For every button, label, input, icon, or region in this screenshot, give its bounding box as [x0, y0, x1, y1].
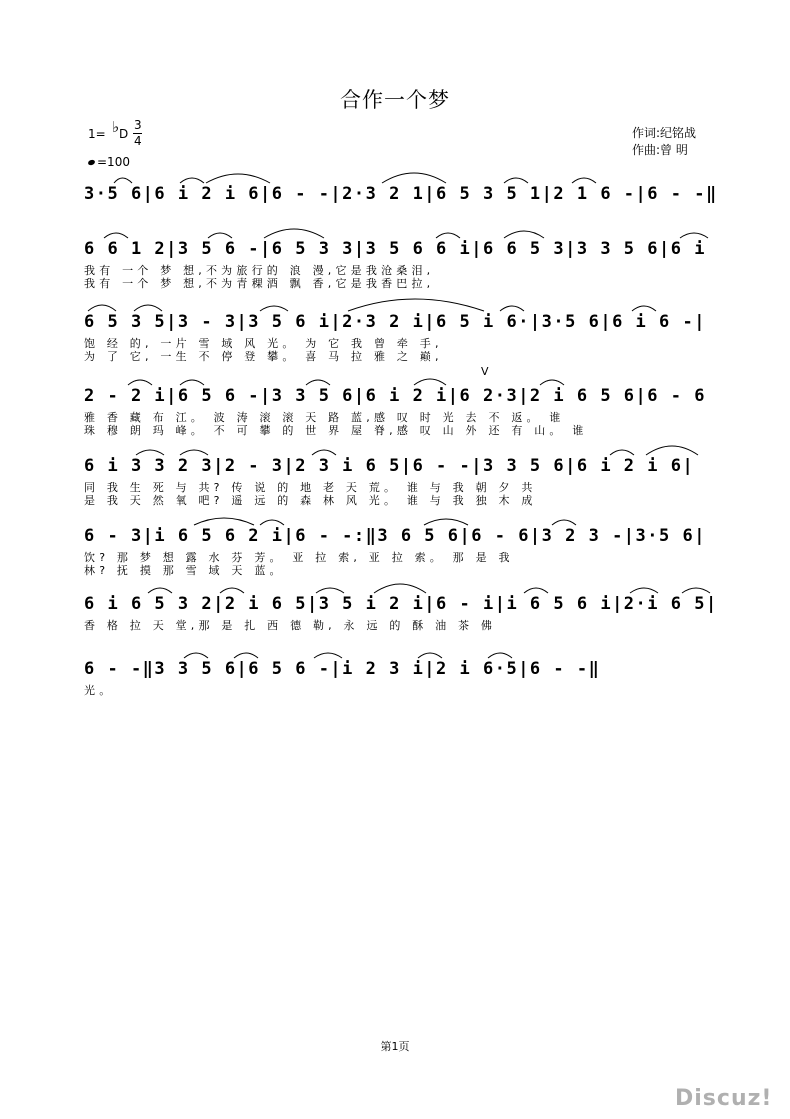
song-title: 合作一个梦	[340, 88, 450, 112]
tempo-value: =100	[97, 155, 130, 169]
notation-line: 6 - 3|i 6 5 6 2 i|6 - -:‖3 6 5 6|6 - 6|3 2 3 -|3·5 6|	[84, 526, 706, 546]
score-row-6	[84, 525, 734, 581]
notation-line: 6 5 3 5|3 - 3|3 5 6 i|2·3 2 i|6 5 i 6·|3·5 6|6 i 6 -|	[84, 312, 706, 332]
composer-credit: 作曲:曾 明	[632, 143, 688, 157]
time-signature-unit: 4	[134, 134, 142, 148]
notation-line: 6 i 6 5 3 2|2 i 6 5|3 5 i 2 i|6 - i|i 6 5 6 i|2·i 6 5|	[84, 594, 718, 614]
flat-icon: ♭	[112, 118, 120, 136]
note-head-icon	[87, 159, 95, 166]
key-prefix: 1=	[88, 127, 106, 141]
lyrics-verse-1: 我有 一个 梦 想,不为旅行的 浪 漫,它是我沧桑泪,	[84, 264, 435, 277]
time-signature-beats: 3	[134, 118, 142, 132]
notation-line: 6 6 1 2|3 5 6 -|6 5 3 3|3 5 6 6 i|6 6 5 3|3 3 5 6|6 i	[84, 239, 706, 259]
lyrics-verse-2: 为 了 它, 一生 不 停 登 攀。 喜 马 拉 雅 之 巅,	[84, 350, 443, 363]
score-row-7	[84, 593, 734, 649]
lyrics-verse-2: 是 我 天 然 氧 吧? 遥 远 的 森 林 风 光。 谁 与 我 独 木 成	[84, 494, 537, 507]
lyrics-verse-1: 饱 经 的, 一片 雪 域 风 光。 为 它 我 曾 牵 手,	[84, 337, 443, 350]
score-row-2	[84, 238, 734, 294]
credits	[632, 125, 696, 159]
lyrics-verse-1: 光。	[84, 684, 115, 697]
lyrics-verse-1: 饮? 那 梦 想 露 水 芬 芳。 亚 拉 索, 亚 拉 索。 那 是 我	[84, 551, 514, 564]
lyrics-verse-1: 同 我 生 死 与 共? 传 说 的 地 老 天 荒。 谁 与 我 朝 夕 共	[84, 481, 537, 494]
breath-mark: V	[481, 365, 489, 378]
lyrics-verse-2: 珠 穆 朗 玛 峰。 不 可 攀 的 世 界 屋 脊,感 叹 山 外 还 有 山。 谁	[84, 424, 588, 437]
score-row-8	[84, 658, 734, 714]
lyricist-credit: 作词:纪铭战	[632, 126, 697, 140]
notation-line: 3·5 6|6 i 2 i 6|6 - -|2·3 2 1|6 5 3 5 1|2 1 6 -|6 - -‖	[84, 184, 718, 204]
notation-line: 2 - 2 i|6 5 6 -|3 3 5 6|6 i 2 i|6 2·3|2 i 6 5 6|6 - 6	[84, 386, 706, 406]
score-row-5	[84, 455, 734, 511]
lyrics-verse-1: 香 格 拉 天 堂,那 是 扎 西 德 勒, 永 远 的 酥 油 茶 佛	[84, 619, 497, 632]
lyrics-verse-2: 我有 一个 梦 想,不为青稞酒 飘 香,它是我香巴拉,	[84, 277, 435, 290]
page-number: 第1页	[380, 1040, 410, 1053]
notation-line: 6 i 3 3 2 3|2 - 3|2 3 i 6 5|6 - -|3 3 5 6|6 i 2 i 6|	[84, 456, 695, 476]
tempo-marking	[88, 155, 130, 169]
lyrics-verse-1: 雅 香 藏 布 江。 波 涛 滚 滚 天 路 蓝,感 叹 时 光 去 不 返。 谁	[84, 411, 565, 424]
notation-line: 6 - -‖3 3 5 6|6 5 6 -|i 2 3 i|2 i 6·5|6 - -‖	[84, 659, 601, 679]
score-row-4	[84, 385, 734, 441]
lyrics-verse-2: 林? 抚 摸 那 雪 域 天 蓝。	[84, 564, 285, 577]
watermark-logo: Discuz!	[675, 1086, 773, 1111]
score-row-3	[84, 311, 734, 367]
key-letter: D	[119, 127, 129, 141]
